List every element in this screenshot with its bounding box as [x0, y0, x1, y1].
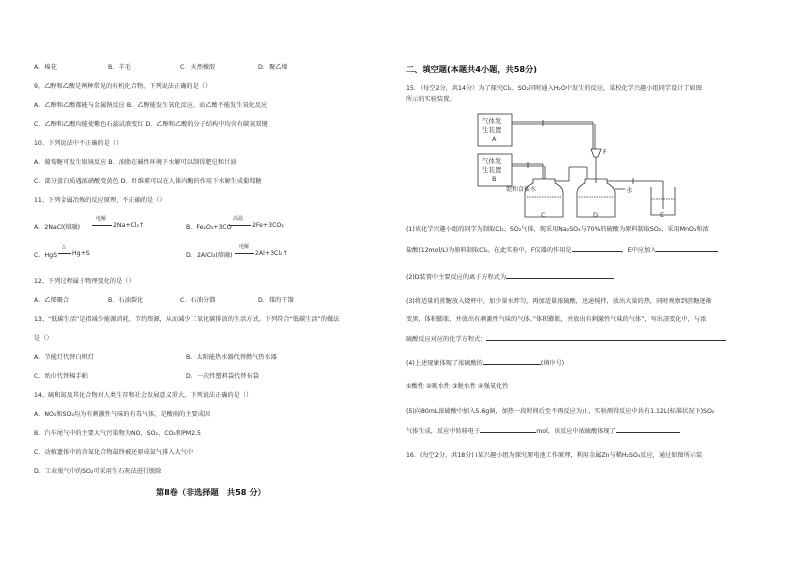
q10-line: A．葡萄糖可发生银镜反应 B．油脂在碱性环境下水解可以制得肥皂和甘油: [34, 159, 237, 166]
q13-option-b: B．太阳能热水器代替燃气热水器: [186, 354, 277, 361]
q11-stem: 11、下列金属冶炼的反应原理，不正确的是（）: [34, 197, 166, 204]
q15-part3-line1: (3)将适量的蔗糖放入烧杯中，加少量水拌匀，再加适量浓硫酸，迅速搅拌，放出大量的热，同时观察到蔗糖逐渐: [406, 298, 712, 305]
label-brine: 饱和食盐水: [506, 186, 537, 193]
answer-blank[interactable]: [572, 245, 622, 252]
reaction-arrow: [58, 253, 71, 254]
gen-b-label-2: 生装置: [482, 166, 502, 174]
q10-line: C．部分蛋白质遇浓硝酸变黄色 D．纤维素可以在人体内酶的作用下水解生成葡萄糖: [34, 178, 262, 185]
q11-option-c-products: Hg+S: [72, 250, 90, 257]
q9-line: C．乙醇和乙酸均能使紫色石蕊试液变红 D．乙醇和乙酸的分子结构中均含有碳氧双键: [34, 121, 268, 128]
q8-option-b: B．羊毛: [108, 64, 131, 71]
q15-part3-text: 硫酸反应对应的化学方程式：: [406, 336, 487, 343]
q11-option-a-reactants: A．2NaCl(熔融): [34, 224, 81, 231]
q15-part1-line2: [406, 245, 718, 255]
q12-option-a: A．乙烯聚合: [34, 297, 70, 304]
q15-part3-line2: 变黑，体积膨胀，并放出有刺激性气味的气体。”体积膨胀，并放出有刺激性气味的气体”，写出該变化中，与浓: [406, 316, 707, 323]
q9-line: A．乙醇和乙酸都能与金属钠反应 B．乙醇能发生氧化反应，而乙酸不能发生氧化反应: [34, 102, 268, 109]
separatory-funnel-f: [591, 149, 601, 157]
answer-blank[interactable]: [656, 245, 718, 252]
q15-part5-text: 气体生成，反应中转移电子: [406, 428, 481, 435]
q13-stem-cont: 是（）: [34, 335, 53, 342]
q15-part4-hint: (填序号): [540, 360, 565, 367]
reaction-arrow: [235, 253, 254, 254]
q15-part2: [406, 272, 614, 282]
q9-stem: 9、乙醇和乙酸是两种常见的有机化合物，下列说法正确的是（）: [34, 83, 212, 90]
q15-part5-line1: (5)向80mL浓硫酸中加入5.6g铜，加热一段时间后至不再反应为止，实验测得反应中共有1.12L(标准状况下)SO₂: [406, 408, 715, 415]
apparatus-diagram: [473, 109, 705, 219]
q11-option-d-condition: 电解: [239, 244, 250, 250]
q15-part4-text: (4)上述现象体现了浓硫酸的: [406, 360, 483, 367]
label-d: D: [593, 211, 599, 219]
q14-line: B．汽车尾气中的主要大气污染物为NO、SO₂、CO₂和PM2.5: [34, 430, 201, 437]
gen-b-label-1: 气体发: [482, 157, 502, 165]
q11-option-d-reactants: D．2AlCl₃(熔融): [186, 252, 233, 259]
reaction-arrow: [229, 225, 251, 226]
answer-blank[interactable]: [480, 426, 536, 433]
answer-blank[interactable]: [616, 426, 680, 433]
q15-part4: [406, 358, 564, 368]
q8-option-a: A．棉花: [34, 64, 57, 71]
reaction-arrow: [92, 225, 112, 226]
q8-option-c: C．天然橡胶: [180, 64, 216, 71]
q15-part5-line2: [406, 426, 680, 436]
section-title: 二、填空题(本题共4小题，共58分): [406, 64, 538, 74]
q12-stem: 12、下列过程属于物理变化的是（）: [34, 278, 135, 285]
q13-stem: 13、“低碳生活”是指减少能源消耗、节约资源，从而减少二氧化碳排放的生活方式。下列符合“低碳生活”的做法: [34, 316, 340, 323]
q15-part3-line3: [406, 334, 726, 344]
q13-option-d: D．一次性塑料袋代替布袋: [186, 373, 259, 380]
q11-option-d-products: 2Al+3Cl₂↑: [255, 250, 288, 257]
gen-a-label-2: 生装置: [482, 126, 502, 134]
q14-line: C．动植遗体中的含氮化合物最终被还原成氨气排入大气中: [34, 449, 194, 456]
q15-stem-cont: 所示的实验装置。: [406, 96, 456, 103]
q13-option-a: A．节能灯代替白炽灯: [34, 354, 94, 361]
q11-option-c-reactants: C．HgS: [34, 252, 58, 259]
q15-part4-options: ①酸性 ②吸水性 ③脱水性 ④强氧化性: [406, 383, 509, 390]
q15-part1-text: 盐酸(12mol/L)为原料制取Cl₂。在此实验中，F仪器的作用是: [406, 247, 572, 254]
q16-stem: 16．(每空2分，共18分) Ⅰ某兴趣小组为探究原电池工作原理，利用金属Zn与稀H₂SO₄反应，通过如图所示装: [406, 452, 703, 459]
gen-b-label-3: B: [492, 175, 497, 183]
answer-blank[interactable]: [506, 272, 614, 279]
q12-option-d: D．煤的干馏: [258, 297, 294, 304]
label-e: E: [660, 211, 665, 219]
q15-part1-line1: (1)该化学兴趣小组的同学为制取Cl₂、SO₂气体，现采用Na₂SO₃与70%的硫酸为原料制取SO₂，采用MnO₂和浓: [406, 226, 709, 233]
q11-option-b-condition: 高温: [233, 216, 244, 222]
q11-option-b-reactants: B．Fe₂O₃+3CO: [186, 224, 232, 231]
label-water: 水: [626, 186, 633, 194]
q15-part5-text2: mol，该反应中浓硫酸体现了: [536, 428, 616, 435]
q13-option-c: C．纸巾代替棉手帕: [34, 373, 88, 380]
gen-a-label-1: 气体发: [482, 117, 502, 125]
q14-line: A．NO₂和SO₂均为有刺激性气味的有毒气体，是酸雨的主要成因: [34, 411, 210, 418]
answer-blank[interactable]: [486, 334, 726, 341]
q11-option-c-condition: △: [62, 244, 66, 250]
part-two-title: 第Ⅱ卷（非选择题 共58 分）: [156, 487, 266, 497]
q11-option-a-condition: 电解: [96, 216, 107, 222]
q14-line: D．工业废气中的SO₂可采用生石灰法进行脱除: [34, 468, 162, 475]
q12-option-c: C．石油分馏: [180, 297, 216, 304]
answer-blank[interactable]: [483, 358, 541, 365]
q15-part2-text: (2)D装置中主要反应的离子方程式为: [406, 274, 507, 281]
q15-stem: 15．（每空2分，共14分）为了探究Cl₂、SO₂同时通入H₂O中发生的反应，某校化学兴趣小组同学设计了如图: [406, 85, 702, 92]
q12-option-b: B．石油裂化: [108, 297, 144, 304]
q8-option-d: D．聚乙烯: [258, 64, 288, 71]
q10-stem: 10、下列说法中不正确的是（）: [34, 140, 123, 147]
q14-stem: 14、硫和氮及其化合物对人类生存和社会发展意义重大，下列说法正确的是（）: [34, 392, 253, 399]
q11-option-a-products: 2Na+Cl₂↑: [113, 222, 145, 229]
label-c: C: [541, 211, 546, 219]
label-f: F: [603, 148, 607, 156]
q11-option-b-products: 2Fe+3CO₂: [252, 222, 284, 229]
gen-a-label-3: A: [492, 135, 497, 143]
q15-part1-text2: ，E中应加入: [621, 247, 657, 254]
